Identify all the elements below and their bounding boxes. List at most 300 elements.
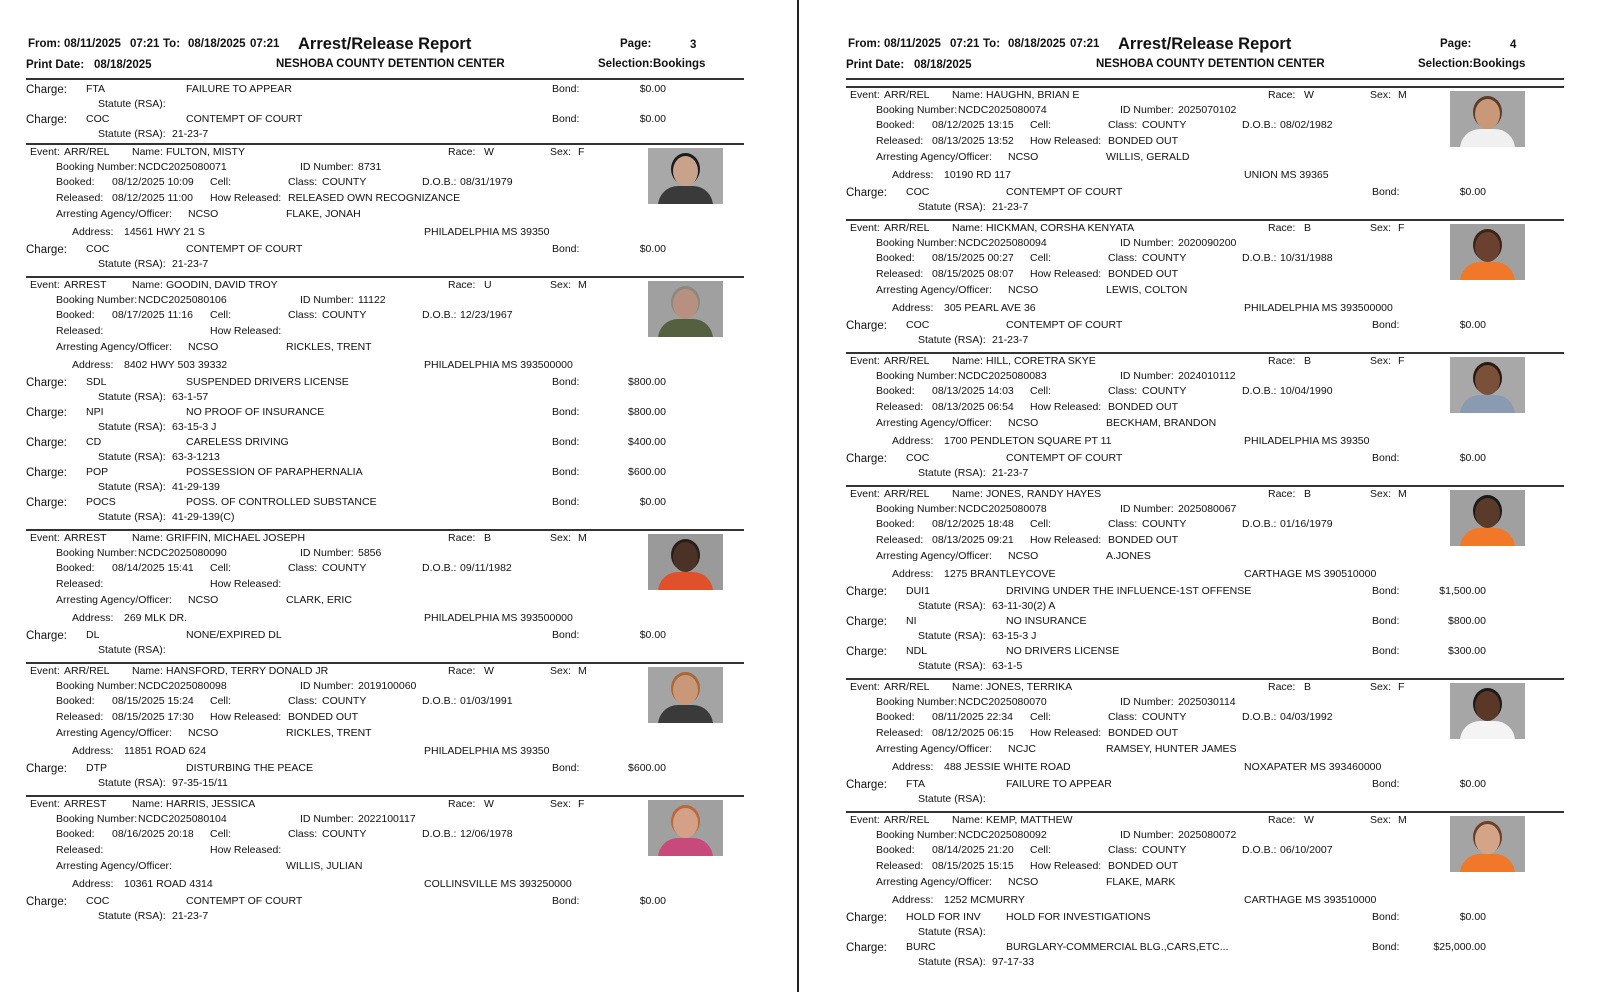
booked-datetime: 08/14/2025 21:20 — [932, 844, 1014, 856]
id-number: 11122 — [358, 294, 386, 306]
released-label: Released: — [56, 325, 104, 337]
print-date: 08/18/2025 — [94, 59, 152, 71]
agency-value: NCSO — [188, 208, 219, 220]
name-label: Name: — [132, 532, 163, 544]
to-label: To: — [983, 38, 1001, 50]
charge-code: COC — [86, 243, 110, 255]
race-label: Race: — [1268, 222, 1296, 234]
statute-label: Statute (RSA): — [918, 467, 986, 479]
sex-label: Sex: — [1370, 488, 1392, 500]
statute-value: 21-23-7 — [992, 334, 1029, 346]
sex-label: Sex: — [1370, 355, 1392, 367]
city-value: PHILADELPHIA MS 39350 — [1244, 435, 1370, 447]
name-label: Name: — [132, 798, 163, 810]
print-date: 08/18/2025 — [914, 59, 972, 71]
inmate-name: GRIFFIN, MICHAEL JOSEPH — [166, 532, 306, 544]
city-value: NOXAPATER MS 393460000 — [1244, 761, 1382, 773]
sex-value: M — [1398, 488, 1407, 500]
released-datetime: 08/15/2025 15:15 — [932, 860, 1014, 872]
event-label: Event: — [30, 146, 60, 158]
cell-label: Cell: — [1030, 119, 1052, 131]
agency-label: Arresting Agency/Officer: — [876, 284, 992, 296]
mugshot-face — [1475, 691, 1500, 721]
how-released: BONDED OUT — [1108, 727, 1179, 739]
event-label: Event: — [850, 222, 880, 234]
statute-label: Statute (RSA): — [918, 660, 986, 672]
how-released: BONDED OUT — [1108, 401, 1179, 413]
dob-value: 01/03/1991 — [460, 695, 513, 707]
agency-value: NCSO — [188, 594, 219, 606]
address-value: 14561 HWY 21 S — [124, 226, 205, 238]
address-value: 11851 ROAD 624 — [124, 745, 207, 757]
mugshot-photo — [648, 534, 723, 590]
cell-label: Cell: — [210, 828, 232, 840]
released-label: Released: — [876, 534, 924, 546]
event-type: ARR/REL — [884, 814, 930, 826]
record-rule — [26, 662, 744, 664]
booking-number-label: Booking Number: — [876, 503, 958, 515]
header-rule — [26, 78, 744, 80]
dob-value: 01/16/1979 — [1280, 518, 1333, 530]
statute-label: Statute (RSA): — [98, 258, 166, 270]
mugshot-face — [673, 808, 698, 838]
class-value: COUNTY — [322, 309, 367, 321]
charge-code: COC — [86, 895, 110, 907]
city-value: COLLINSVILLE MS 393250000 — [424, 878, 572, 890]
charge-description: NO INSURANCE — [1006, 615, 1087, 627]
race-label: Race: — [1268, 355, 1296, 367]
charge-label: Charge: — [26, 407, 67, 419]
how-released-label: How Released: — [1030, 534, 1102, 546]
class-label: Class: — [1108, 518, 1138, 530]
agency-value: NCSO — [188, 341, 219, 353]
charge-label: Charge: — [846, 453, 887, 465]
mugshot-face — [673, 156, 698, 186]
booked-datetime: 08/16/2025 20:18 — [112, 828, 194, 840]
charge-description: CONTEMPT OF COURT — [1006, 319, 1123, 331]
id-number: 2025080072 — [1178, 829, 1237, 841]
bond-label: Bond: — [1372, 778, 1400, 790]
dob-label: D.O.B.: — [1242, 711, 1277, 723]
released-label: Released: — [56, 844, 104, 856]
officer-name: CLARK, ERIC — [286, 594, 352, 606]
id-number-label: ID Number: — [300, 547, 354, 559]
booked-datetime: 08/15/2025 15:24 — [112, 695, 194, 707]
inmate-name: HAUGHN, BRIAN E — [986, 89, 1080, 101]
bond-amount: $0.00 — [639, 113, 666, 125]
charge-description: BURGLARY-COMMERCIAL BLG.,CARS,ETC... — [1006, 941, 1229, 953]
address-label: Address: — [892, 302, 934, 314]
id-number: 5856 — [358, 547, 382, 559]
event-type: ARREST — [64, 798, 107, 810]
officer-name: FLAKE, JONAH — [286, 208, 361, 220]
agency-label: Arresting Agency/Officer: — [876, 876, 992, 888]
dob-value: 10/04/1990 — [1280, 385, 1333, 397]
mugshot-photo — [1450, 224, 1525, 280]
booking-number: NCDC2025080090 — [138, 547, 227, 559]
address-label: Address: — [72, 359, 114, 371]
released-datetime: 08/12/2025 06:15 — [932, 727, 1014, 739]
officer-name: WILLIS, JULIAN — [286, 860, 363, 872]
released-datetime: 08/12/2025 11:00 — [112, 192, 193, 204]
charge-code: POCS — [86, 496, 116, 508]
event-type: ARREST — [64, 279, 107, 291]
agency-label: Arresting Agency/Officer: — [876, 550, 992, 562]
class-label: Class: — [288, 562, 318, 574]
name-label: Name: — [952, 89, 983, 101]
statute-label: Statute (RSA): — [918, 630, 986, 642]
address-label: Address: — [72, 878, 114, 890]
city-value: CARTHAGE MS 390510000 — [1244, 568, 1377, 580]
cell-label: Cell: — [1030, 711, 1052, 723]
sex-value: M — [578, 279, 587, 291]
how-released-label: How Released: — [1030, 135, 1102, 147]
id-number: 8731 — [358, 161, 382, 173]
officer-name: RAMSEY, HUNTER JAMES — [1106, 743, 1237, 755]
event-label: Event: — [850, 681, 880, 693]
statute-label: Statute (RSA): — [98, 391, 166, 403]
id-number-label: ID Number: — [300, 813, 354, 825]
charge-description: CARELESS DRIVING — [186, 436, 289, 448]
mugshot-face — [1475, 365, 1500, 395]
mugshot-photo — [1450, 357, 1525, 413]
booking-number: NCDC2025080104 — [138, 813, 227, 825]
id-number-label: ID Number: — [300, 161, 354, 173]
released-label: Released: — [876, 268, 924, 280]
statute-label: Statute (RSA): — [98, 910, 166, 922]
dob-label: D.O.B.: — [1242, 518, 1277, 530]
charge-code: BURC — [906, 941, 936, 953]
mugshot-shirt — [658, 319, 713, 337]
sex-label: Sex: — [1370, 814, 1392, 826]
charge-label: Charge: — [26, 763, 67, 775]
statute-value: 63-11-30(2) A — [992, 600, 1056, 612]
charge-description: CONTEMPT OF COURT — [186, 243, 303, 255]
bond-label: Bond: — [1372, 186, 1400, 198]
agency-label: Arresting Agency/Officer: — [876, 151, 992, 163]
to-label: To: — [163, 38, 181, 50]
mugshot-shirt — [1460, 528, 1515, 546]
statute-value: 21-23-7 — [992, 467, 1029, 479]
booked-label: Booked: — [876, 119, 915, 131]
id-number-label: ID Number: — [1120, 829, 1174, 841]
mugshot-face — [673, 289, 698, 319]
inmate-name: HARRIS, JESSICA — [166, 798, 256, 810]
charge-code: COC — [906, 452, 930, 464]
booked-label: Booked: — [876, 252, 915, 264]
charge-label: Charge: — [26, 377, 67, 389]
bond-label: Bond: — [1372, 941, 1400, 953]
charge-label: Charge: — [26, 437, 67, 449]
dob-value: 10/31/1988 — [1280, 252, 1333, 264]
charge-description: NO DRIVERS LICENSE — [1006, 645, 1120, 657]
facility-name: NESHOBA COUNTY DETENTION CENTER — [276, 58, 505, 70]
class-label: Class: — [288, 695, 318, 707]
event-label: Event: — [850, 355, 880, 367]
charge-code: COC — [86, 113, 110, 125]
booking-number-label: Booking Number: — [876, 829, 958, 841]
dob-value: 09/11/1982 — [460, 562, 512, 574]
bond-amount: $0.00 — [639, 243, 666, 255]
address-label: Address: — [892, 435, 934, 447]
bond-amount: $800.00 — [1448, 615, 1486, 627]
booked-datetime: 08/12/2025 10:09 — [112, 176, 194, 188]
statute-label: Statute (RSA): — [98, 644, 166, 656]
class-label: Class: — [288, 828, 318, 840]
booked-label: Booked: — [56, 176, 95, 188]
officer-name: RICKLES, TRENT — [286, 727, 372, 739]
charge-label: Charge: — [26, 630, 67, 642]
charge-description: HOLD FOR INVESTIGATIONS — [1006, 911, 1151, 923]
id-number-label: ID Number: — [1120, 696, 1174, 708]
charge-code: NPI — [86, 406, 104, 418]
booked-datetime: 08/14/2025 15:41 — [112, 562, 194, 574]
released-datetime: 08/13/2025 09:21 — [932, 534, 1014, 546]
inmate-name: HILL, CORETRA SKYE — [986, 355, 1096, 367]
sex-label: Sex: — [1370, 222, 1392, 234]
sex-label: Sex: — [550, 665, 572, 677]
how-released-label: How Released: — [210, 325, 282, 337]
bond-amount: $0.00 — [1459, 452, 1486, 464]
charge-label: Charge: — [846, 616, 887, 628]
bond-amount: $0.00 — [1459, 186, 1486, 198]
bond-label: Bond: — [1372, 452, 1400, 464]
mugshot-shirt — [658, 705, 713, 723]
event-type: ARREST — [64, 532, 107, 544]
inmate-name: JONES, RANDY HAYES — [986, 488, 1102, 500]
id-number: 2025080067 — [1178, 503, 1237, 515]
class-value: COUNTY — [1142, 252, 1187, 264]
charge-code: COC — [906, 186, 930, 198]
mugshot-face — [673, 675, 698, 705]
statute-label: Statute (RSA): — [918, 956, 986, 968]
race-label: Race: — [448, 665, 476, 677]
header-rule — [846, 78, 1564, 80]
class-value: COUNTY — [1142, 119, 1187, 131]
name-label: Name: — [952, 222, 983, 234]
released-label: Released: — [56, 578, 104, 590]
event-label: Event: — [850, 89, 880, 101]
bond-label: Bond: — [552, 762, 580, 774]
bond-label: Bond: — [1372, 585, 1400, 597]
mugshot-shirt — [1460, 854, 1515, 872]
charge-description: SUSPENDED DRIVERS LICENSE — [186, 376, 349, 388]
charge-code: CD — [86, 436, 102, 448]
to-time: 07:21 — [250, 38, 280, 50]
to-date: 08/18/2025 — [188, 38, 246, 50]
officer-name: LEWIS, COLTON — [1106, 284, 1188, 296]
booking-number: NCDC2025080078 — [958, 503, 1047, 515]
booking-number-label: Booking Number: — [876, 104, 958, 116]
released-label: Released: — [56, 192, 104, 204]
dob-value: 12/23/1967 — [460, 309, 513, 321]
mugshot-shirt — [658, 572, 713, 590]
class-label: Class: — [1108, 119, 1138, 131]
booking-number-label: Booking Number: — [56, 547, 138, 559]
statute-value: 21-23-7 — [172, 128, 209, 140]
address-value: 1700 PENDLETON SQUARE PT 11 — [944, 435, 1112, 447]
race-value: B — [1304, 355, 1312, 367]
cell-label: Cell: — [210, 176, 232, 188]
charge-label: Charge: — [846, 912, 887, 924]
name-label: Name: — [952, 681, 983, 693]
name-label: Name: — [132, 279, 163, 291]
agency-label: Arresting Agency/Officer: — [56, 341, 172, 353]
sex-value: M — [1398, 89, 1407, 101]
record-rule — [26, 795, 744, 797]
bond-label: Bond: — [552, 243, 580, 255]
dob-value: 08/31/1979 — [460, 176, 513, 188]
mugshot-photo — [1450, 490, 1525, 546]
address-label: Address: — [72, 745, 114, 757]
address-value: 1275 BRANTLEYCOVE — [944, 568, 1056, 580]
selection-label: Selection: — [598, 58, 653, 70]
name-label: Name: — [132, 146, 163, 158]
charge-code: NI — [906, 615, 917, 627]
id-number-label: ID Number: — [300, 680, 354, 692]
city-value: PHILADELPHIA MS 393500000 — [424, 359, 573, 371]
city-value: UNION MS 39365 — [1244, 169, 1329, 181]
record-rule — [26, 276, 744, 278]
dob-label: D.O.B.: — [1242, 252, 1277, 264]
charge-description: CONTEMPT OF COURT — [1006, 452, 1123, 464]
booked-label: Booked: — [876, 385, 915, 397]
agency-value: NCSO — [1008, 151, 1039, 163]
mugshot-photo — [648, 281, 723, 337]
mugshot-shirt — [658, 186, 713, 204]
event-type: ARR/REL — [884, 222, 930, 234]
charge-description: POSS. OF CONTROLLED SUBSTANCE — [186, 496, 377, 508]
bond-amount: $800.00 — [628, 376, 666, 388]
bond-label: Bond: — [1372, 911, 1400, 923]
officer-name: A.JONES — [1106, 550, 1151, 562]
mugshot-photo — [648, 667, 723, 723]
city-value: PHILADELPHIA MS 393500000 — [424, 612, 573, 624]
event-type: ARR/REL — [884, 355, 930, 367]
bond-amount: $0.00 — [1459, 911, 1486, 923]
dob-label: D.O.B.: — [422, 562, 457, 574]
bond-amount: $0.00 — [639, 629, 666, 641]
mugshot-photo — [648, 148, 723, 204]
statute-label: Statute (RSA): — [98, 98, 166, 110]
race-label: Race: — [1268, 89, 1296, 101]
name-label: Name: — [952, 488, 983, 500]
cell-label: Cell: — [210, 695, 232, 707]
class-value: COUNTY — [1142, 518, 1187, 530]
record-rule — [846, 485, 1564, 487]
sex-value: F — [1398, 355, 1405, 367]
address-value: 269 MLK DR. — [124, 612, 188, 624]
record-rule — [846, 811, 1564, 813]
bond-label: Bond: — [552, 376, 580, 388]
statute-label: Statute (RSA): — [98, 128, 166, 140]
race-label: Race: — [1268, 488, 1296, 500]
statute-value: 21-23-7 — [172, 258, 209, 270]
booked-datetime: 08/17/2025 11:16 — [112, 309, 193, 321]
event-type: ARR/REL — [884, 89, 930, 101]
record-rule — [26, 143, 744, 145]
how-released-label: How Released: — [1030, 727, 1102, 739]
charge-code: FTA — [906, 778, 926, 790]
sex-label: Sex: — [550, 798, 572, 810]
selection-label: Selection: — [1418, 58, 1473, 70]
from-label: From: — [28, 38, 61, 50]
statute-value: 41-29-139 — [172, 481, 220, 493]
name-label: Name: — [952, 814, 983, 826]
booking-number: NCDC2025080070 — [958, 696, 1047, 708]
mugshot-face — [1475, 232, 1500, 262]
agency-value: NCSO — [188, 727, 219, 739]
address-value: 488 JESSIE WHITE ROAD — [944, 761, 1071, 773]
id-number: 2024010112 — [1178, 370, 1236, 382]
inmate-name: KEMP, MATTHEW — [986, 814, 1073, 826]
id-number-label: ID Number: — [1120, 237, 1174, 249]
statute-value: 63-15-3 J — [172, 421, 217, 433]
address-value: 10190 RD 117 — [944, 169, 1011, 181]
cell-label: Cell: — [210, 562, 232, 574]
report-page-3 — [26, 0, 748, 992]
class-value: COUNTY — [322, 562, 367, 574]
booking-number-label: Booking Number: — [56, 161, 138, 173]
mugshot-shirt — [1460, 395, 1515, 413]
how-released: BONDED OUT — [1108, 860, 1179, 872]
dob-value: 06/10/2007 — [1280, 844, 1333, 856]
cell-label: Cell: — [1030, 518, 1052, 530]
agency-value: NCJC — [1008, 743, 1036, 755]
address-value: 1252 MCMURRY — [944, 894, 1025, 906]
class-label: Class: — [1108, 711, 1138, 723]
statute-value: 63-15-3 J — [992, 630, 1037, 642]
booked-datetime: 08/12/2025 13:15 — [932, 119, 1014, 131]
charge-code: DL — [86, 629, 100, 641]
bond-label: Bond: — [552, 629, 580, 641]
class-value: COUNTY — [322, 176, 367, 188]
dob-label: D.O.B.: — [1242, 844, 1277, 856]
bond-label: Bond: — [552, 436, 580, 448]
booked-label: Booked: — [56, 309, 95, 321]
booked-label: Booked: — [876, 711, 915, 723]
statute-value: 63-1-5 — [992, 660, 1023, 672]
charge-code: DTP — [86, 762, 107, 774]
agency-value: NCSO — [1008, 550, 1039, 562]
class-label: Class: — [288, 176, 318, 188]
race-label: Race: — [1268, 681, 1296, 693]
dob-value: 04/03/1992 — [1280, 711, 1333, 723]
address-value: 305 PEARL AVE 36 — [944, 302, 1036, 314]
city-value: CARTHAGE MS 393510000 — [1244, 894, 1377, 906]
sex-label: Sex: — [550, 279, 572, 291]
charge-description: DRIVING UNDER THE INFLUENCE-1ST OFFENSE — [1006, 585, 1252, 597]
booked-datetime: 08/11/2025 22:34 — [932, 711, 1013, 723]
selection-value: Bookings — [653, 58, 706, 70]
sex-label: Sex: — [550, 146, 572, 158]
cell-label: Cell: — [1030, 385, 1052, 397]
how-released-label: How Released: — [210, 711, 282, 723]
charge-code: POP — [86, 466, 109, 478]
agency-value: NCSO — [1008, 284, 1039, 296]
charge-code: FTA — [86, 83, 106, 95]
event-label: Event: — [30, 798, 60, 810]
charge-label: Charge: — [26, 497, 67, 509]
class-value: COUNTY — [1142, 385, 1187, 397]
bond-amount: $600.00 — [628, 762, 666, 774]
booking-number: NCDC2025080071 — [138, 161, 227, 173]
statute-label: Statute (RSA): — [918, 793, 986, 805]
cell-label: Cell: — [1030, 844, 1052, 856]
mugshot-face — [1475, 498, 1500, 528]
to-time: 07:21 — [1070, 38, 1100, 50]
bond-label: Bond: — [552, 406, 580, 418]
